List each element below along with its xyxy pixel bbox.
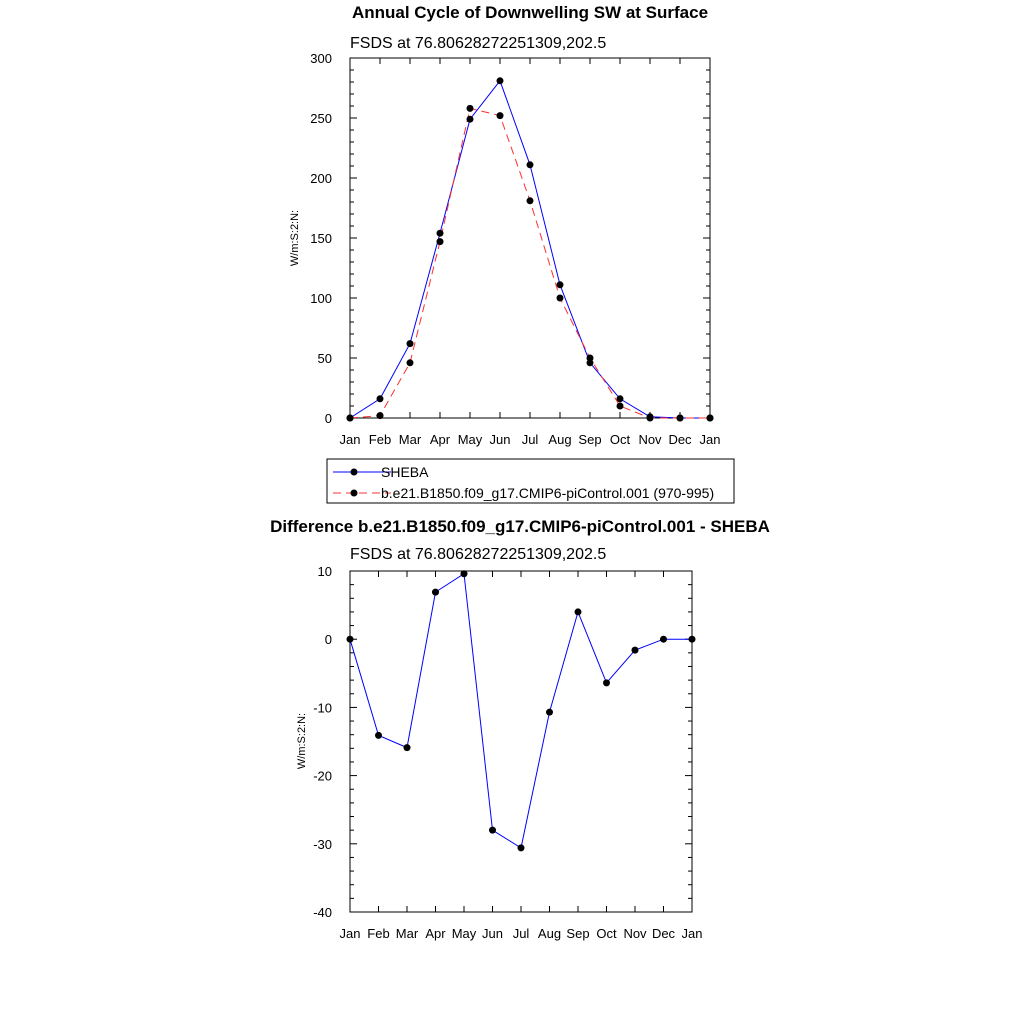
- x-tick-label: Jul: [512, 926, 530, 941]
- chart-subtitle-difference: FSDS at 76.80628272251309,202.5: [350, 546, 607, 563]
- x-tick-label: Oct: [596, 926, 617, 941]
- data-point-series-1: [647, 415, 654, 422]
- x-tick-label: May: [451, 926, 477, 941]
- x-tick-label: Jan: [699, 432, 721, 447]
- chart-title-difference: Difference b.e21.B1850.f09_g17.CMIP6-piControl.001 - SHEBA: [270, 517, 770, 536]
- y-axis-label-difference: W/m:S:2:N:: [296, 712, 308, 770]
- y-tick-label: 50: [317, 351, 332, 366]
- data-point-series-1: [497, 112, 504, 119]
- data-point-series-0: [467, 116, 474, 123]
- x-tick-label: Jun: [489, 432, 511, 447]
- x-tick-label: Nov: [623, 926, 647, 941]
- data-point-series-1: [377, 412, 384, 419]
- data-point-series-0: [660, 636, 667, 643]
- data-point-series-0: [527, 161, 534, 168]
- x-tick-label: Jan: [339, 926, 361, 941]
- y-tick-label: 300: [310, 51, 332, 66]
- data-point-series-1: [527, 197, 534, 204]
- data-point-series-1: [407, 359, 414, 366]
- x-tick-label: Jan: [681, 926, 703, 941]
- chart-subtitle: FSDS at 76.80628272251309,202.5: [350, 35, 607, 52]
- x-tick-label: Apr: [429, 432, 451, 447]
- data-point-series-1: [557, 295, 564, 302]
- series-line-0: [350, 81, 710, 418]
- y-tick-label: 250: [310, 111, 332, 126]
- y-tick-label: 200: [310, 171, 332, 186]
- legend-label-sheba: SHEBA: [381, 464, 429, 480]
- y-tick-label: -20: [313, 768, 332, 784]
- x-tick-label: Nov: [638, 432, 662, 447]
- data-point-series-0: [489, 827, 496, 834]
- data-point-series-0: [347, 636, 354, 643]
- x-tick-label: Sep: [566, 926, 590, 941]
- data-point-series-1: [437, 238, 444, 245]
- data-point-series-0: [404, 744, 411, 751]
- data-point-series-0: [603, 679, 610, 686]
- data-point-series-0: [375, 732, 382, 739]
- y-tick-label: -40: [313, 905, 332, 920]
- data-point-series-0: [546, 709, 553, 716]
- y-tick-label: 0: [324, 632, 332, 648]
- legend-label-model: b.e21.B1850.f09_g17.CMIP6-piControl.001 (970-995): [381, 485, 715, 501]
- chart-title: Annual Cycle of Downwelling SW at Surface: [351, 3, 709, 22]
- x-tick-label: Aug: [548, 432, 572, 447]
- x-tick-label: Jun: [482, 926, 503, 941]
- series-line-1: [350, 108, 710, 418]
- x-tick-label: Feb: [367, 926, 390, 941]
- data-point-series-0: [557, 281, 564, 288]
- data-point-series-0: [407, 340, 414, 347]
- legend-marker-sheba: [351, 469, 358, 476]
- x-tick-label: Aug: [537, 926, 562, 941]
- x-tick-label: Dec: [651, 926, 676, 941]
- y-tick-label: -30: [313, 836, 332, 852]
- x-tick-label: Oct: [609, 432, 631, 447]
- x-tick-label: Apr: [425, 926, 446, 941]
- data-point-series-0: [689, 636, 696, 643]
- data-point-series-0: [632, 647, 639, 654]
- data-point-series-1: [467, 105, 474, 112]
- x-tick-label: Jan: [339, 432, 361, 447]
- x-tick-label: Feb: [368, 432, 392, 447]
- x-tick-label: May: [457, 432, 483, 447]
- data-point-series-1: [617, 403, 624, 410]
- data-point-series-1: [347, 415, 354, 422]
- data-point-series-0: [432, 589, 439, 596]
- data-point-series-0: [497, 77, 504, 84]
- plot-area-annual-cycle: [310, 51, 720, 447]
- legend-marker-model: [351, 490, 358, 497]
- y-tick-label: 10: [317, 564, 332, 579]
- data-point-series-0: [575, 608, 582, 615]
- data-point-series-0: [617, 395, 624, 402]
- plot-frame: [350, 58, 710, 418]
- data-point-series-1: [587, 355, 594, 362]
- x-tick-label: Mar: [398, 432, 422, 447]
- x-tick-label: Dec: [668, 432, 692, 447]
- y-tick-label: -10: [313, 700, 332, 716]
- y-tick-label: 150: [310, 231, 332, 246]
- data-point-series-0: [377, 395, 384, 402]
- y-tick-label: 100: [310, 291, 332, 306]
- data-point-series-0: [437, 230, 444, 237]
- x-tick-label: Sep: [578, 432, 602, 447]
- y-tick-label: 0: [324, 411, 332, 426]
- data-point-series-0: [518, 844, 525, 851]
- plot-area-difference: [313, 564, 702, 941]
- plot-frame: [350, 571, 692, 912]
- x-tick-label: Jul: [521, 432, 539, 447]
- data-point-series-0: [461, 570, 468, 577]
- data-point-series-1: [677, 415, 684, 422]
- data-point-series-1: [707, 415, 714, 422]
- legend: [327, 459, 734, 503]
- series-line-0: [350, 574, 692, 848]
- y-axis-label: W/m:S:2:N:: [289, 209, 301, 267]
- x-tick-label: Mar: [395, 926, 419, 941]
